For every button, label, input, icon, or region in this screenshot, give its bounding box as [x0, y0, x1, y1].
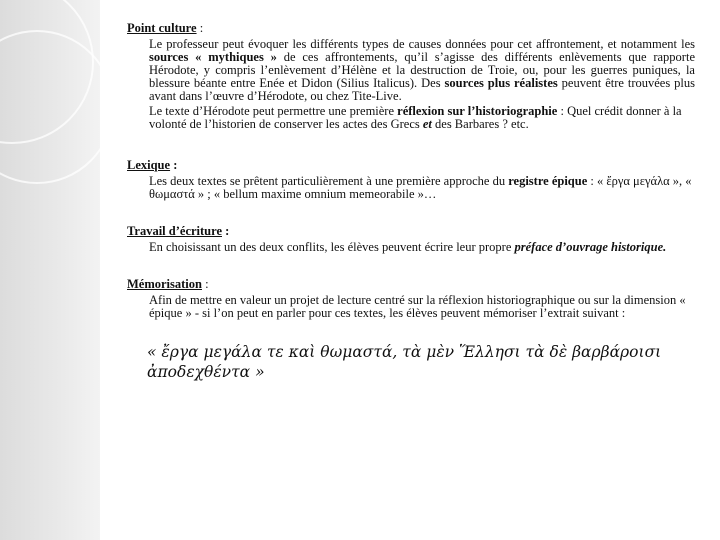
greek-quote: « ἔργα μεγάλα τε καὶ θωμαστά, τὰ μὲν Ἕλλησι τὰ δὲ βαρβάροισι ἀποδεχθέντα »: [147, 343, 662, 381]
text-run: peuvent être trouvées plus avant dans l’œuvre d’Hérodote, ou chez Tite-Live.: [149, 76, 696, 103]
section-ecriture: [127, 225, 695, 254]
bold-run: sources « mythiques »: [149, 50, 277, 64]
heading-title: Point culture: [127, 21, 197, 35]
paragraph: [149, 38, 695, 103]
document-body: [127, 22, 695, 382]
text-run: : Quel crédit donner à la volonté de l’historien de conserver les actes des Grecs: [149, 104, 682, 131]
text-run: de ces affrontements, qu’il s’agisse des différents enlèvements que rapporte Hérodote, y compris l’enlèvement d’Hélène et la destruction de Troie, ou, pour les guerres puniques, la blessure béante entre Enée et Didon (Silius Italicus). Des: [149, 50, 695, 90]
decorative-side-band: [0, 0, 100, 540]
paragraph: [149, 175, 695, 201]
text-run: Les deux textes se prêtent particulièrement à une première approche du: [149, 174, 509, 188]
heading-colon: :: [201, 277, 209, 291]
section-heading: [127, 159, 695, 172]
bold-italic-run: préface d’ouvrage historique.: [514, 240, 667, 254]
section-lexique: [127, 159, 695, 201]
bold-run: sources plus réalistes: [444, 76, 558, 90]
text-run: des Barbares ? etc.: [431, 117, 529, 131]
section-heading: [127, 225, 695, 238]
heading-colon: :: [222, 224, 230, 238]
text-run: Le professeur peut évoquer les différents types de causes données pour cet affrontement, et notamment les: [149, 37, 695, 51]
paragraph: [149, 241, 695, 254]
text-run: Le texte d’Hérodote peut permettre une première: [149, 104, 398, 118]
text-run: En choisissant un des deux conflits, les élèves peuvent écrire leur propre: [149, 240, 515, 254]
heading-title: Travail d’écriture: [127, 224, 222, 238]
section-memorisation: [127, 278, 695, 382]
heading-colon: :: [196, 21, 204, 35]
heading-title: Lexique: [127, 158, 171, 172]
section-heading: [127, 22, 695, 35]
paragraph: Afin de mettre en valeur un projet de lecture centré sur la réflexion historiographique ou sur la dimension « épique » - si l’on peut en parler pour ces textes, les élèves peuvent mémoriser l’extrait suivant :: [149, 293, 686, 320]
section-culture: [127, 22, 695, 131]
decorative-ring: [0, 30, 100, 184]
text-run: : « ἔργα μεγάλα », « θωμαστά » ; « bellum maxime omnium memeorabile »…: [149, 174, 692, 201]
heading-colon: :: [170, 158, 178, 172]
bold-run: registre épique: [508, 174, 588, 188]
italic-run: et: [422, 117, 432, 131]
paragraph: [149, 105, 695, 131]
section-heading: [127, 278, 695, 291]
bold-run: réflexion sur l’historiographie: [397, 104, 558, 118]
heading-title: Mémorisation: [127, 277, 202, 291]
